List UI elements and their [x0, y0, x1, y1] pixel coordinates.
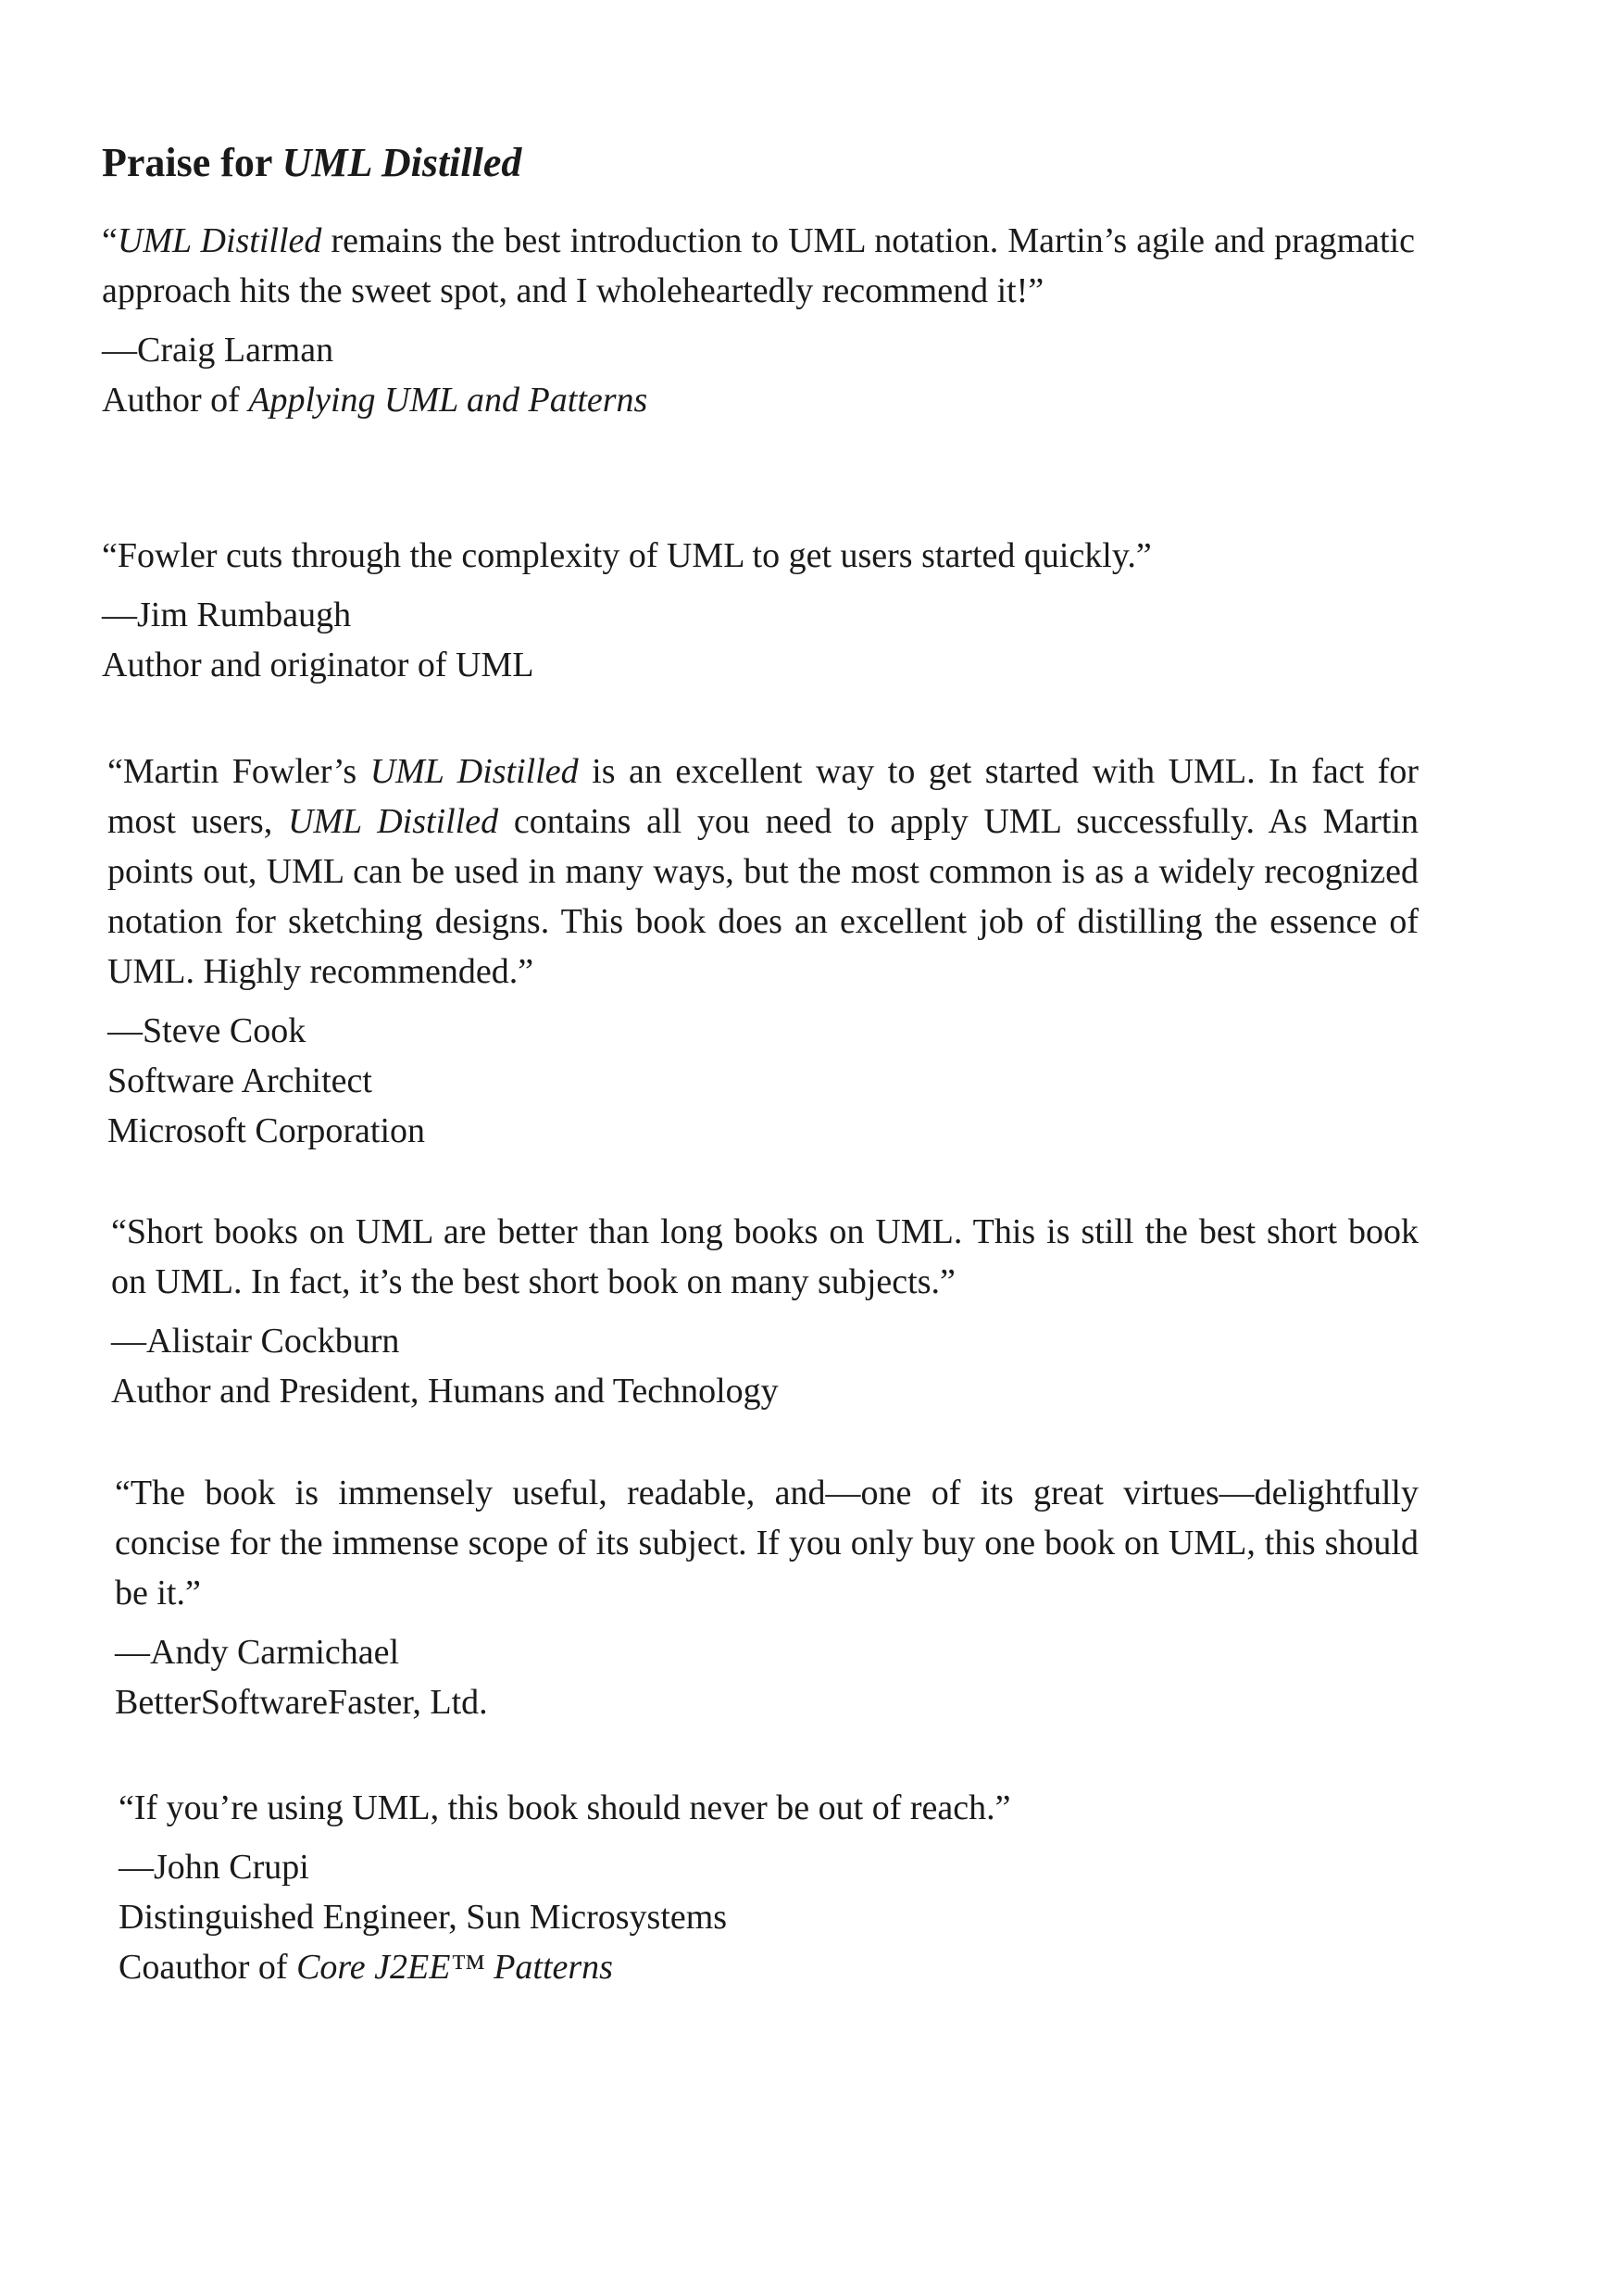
- attribution-company: BetterSoftwareFaster, Ltd.: [115, 1683, 488, 1722]
- testimonial-cockburn: [111, 1207, 1419, 1416]
- coauthor-book-title: Core J2EE™ Patterns: [296, 1948, 613, 1987]
- attribution-name: —Andy Carmichael: [115, 1633, 400, 1672]
- role-prefix: Author of: [102, 381, 249, 420]
- quote-italic-title: UML Distilled: [287, 802, 499, 841]
- attribution-role: Author and President, Humans and Technology: [111, 1372, 779, 1411]
- testimonial-cook: [107, 747, 1419, 1156]
- quote-text: is an excellent way to get started with UML. In fact for most users,: [107, 752, 1419, 841]
- testimonial-attribution: [115, 1627, 1419, 1727]
- attribution-coauthor: [119, 1942, 1419, 1992]
- testimonial-attribution: [111, 1316, 1419, 1416]
- attribution-role: Distinguished Engineer, Sun Microsystems: [119, 1898, 728, 1937]
- attribution-name: —Alistair Cockburn: [111, 1322, 400, 1361]
- heading-prefix: Praise for: [102, 140, 282, 185]
- attribution-name: —Craig Larman: [102, 331, 334, 370]
- testimonial-attribution: [119, 1842, 1419, 1992]
- testimonial-quote: [102, 216, 1415, 316]
- testimonial-larman: [102, 216, 1415, 425]
- attribution-name: —Jim Rumbaugh: [102, 596, 352, 634]
- quote-text: contains all you need to apply UML successfully. As Martin points out, UML can be used in many ways, but the most common is as a widely recognized notation for sketching designs. This book does an excellent job of distilling the essence of UML. Highly recommended.”: [107, 802, 1419, 991]
- attribution-role: [102, 375, 1415, 425]
- quote-italic-title: UML Distilled: [117, 221, 322, 260]
- testimonial-attribution: [102, 325, 1415, 425]
- attribution-role: Author and originator of UML: [102, 646, 534, 684]
- testimonial-quote: “If you’re using UML, this book should never be out of reach.”: [119, 1788, 1011, 1827]
- testimonial-quote: “Fowler cuts through the complexity of UML to get users started quickly.”: [102, 536, 1152, 575]
- quote-open-mark: “: [102, 221, 118, 260]
- coauthor-prefix: Coauthor of: [119, 1948, 297, 1987]
- quote-text: remains the best introduction to UML notation. Martin’s agile and pragmatic approach hits the sweet spot, and I wholeheartedly recommend it!”: [102, 221, 1415, 310]
- testimonial-crupi: [119, 1783, 1419, 1992]
- attribution-company: Microsoft Corporation: [107, 1111, 426, 1150]
- testimonial-attribution: [107, 1006, 1419, 1156]
- page-heading: [102, 139, 521, 188]
- testimonial-quote: “Short books on UML are better than long books on UML. This is still the best short book on UML. In fact, it’s the best short book on many subjects.”: [111, 1212, 1419, 1301]
- testimonial-rumbaugh: [102, 531, 1417, 690]
- testimonial-quote: [107, 747, 1419, 997]
- attribution-role: Software Architect: [107, 1061, 372, 1100]
- heading-title: UML Distilled: [281, 140, 522, 185]
- attribution-name: —John Crupi: [119, 1848, 309, 1887]
- attribution-name: —Steve Cook: [107, 1011, 306, 1050]
- testimonial-quote: “The book is immensely useful, readable, and—one of its great virtues—delightfully concise for the immense scope of its subject. If you only buy one book on UML, this should be it.”: [115, 1474, 1419, 1612]
- quote-italic-title: UML Distilled: [369, 752, 579, 791]
- quote-text: “Martin Fowler’s: [107, 752, 370, 791]
- testimonial-attribution: [102, 590, 1417, 690]
- testimonial-carmichael: [115, 1468, 1419, 1727]
- role-book-title: Applying UML and Patterns: [248, 381, 648, 420]
